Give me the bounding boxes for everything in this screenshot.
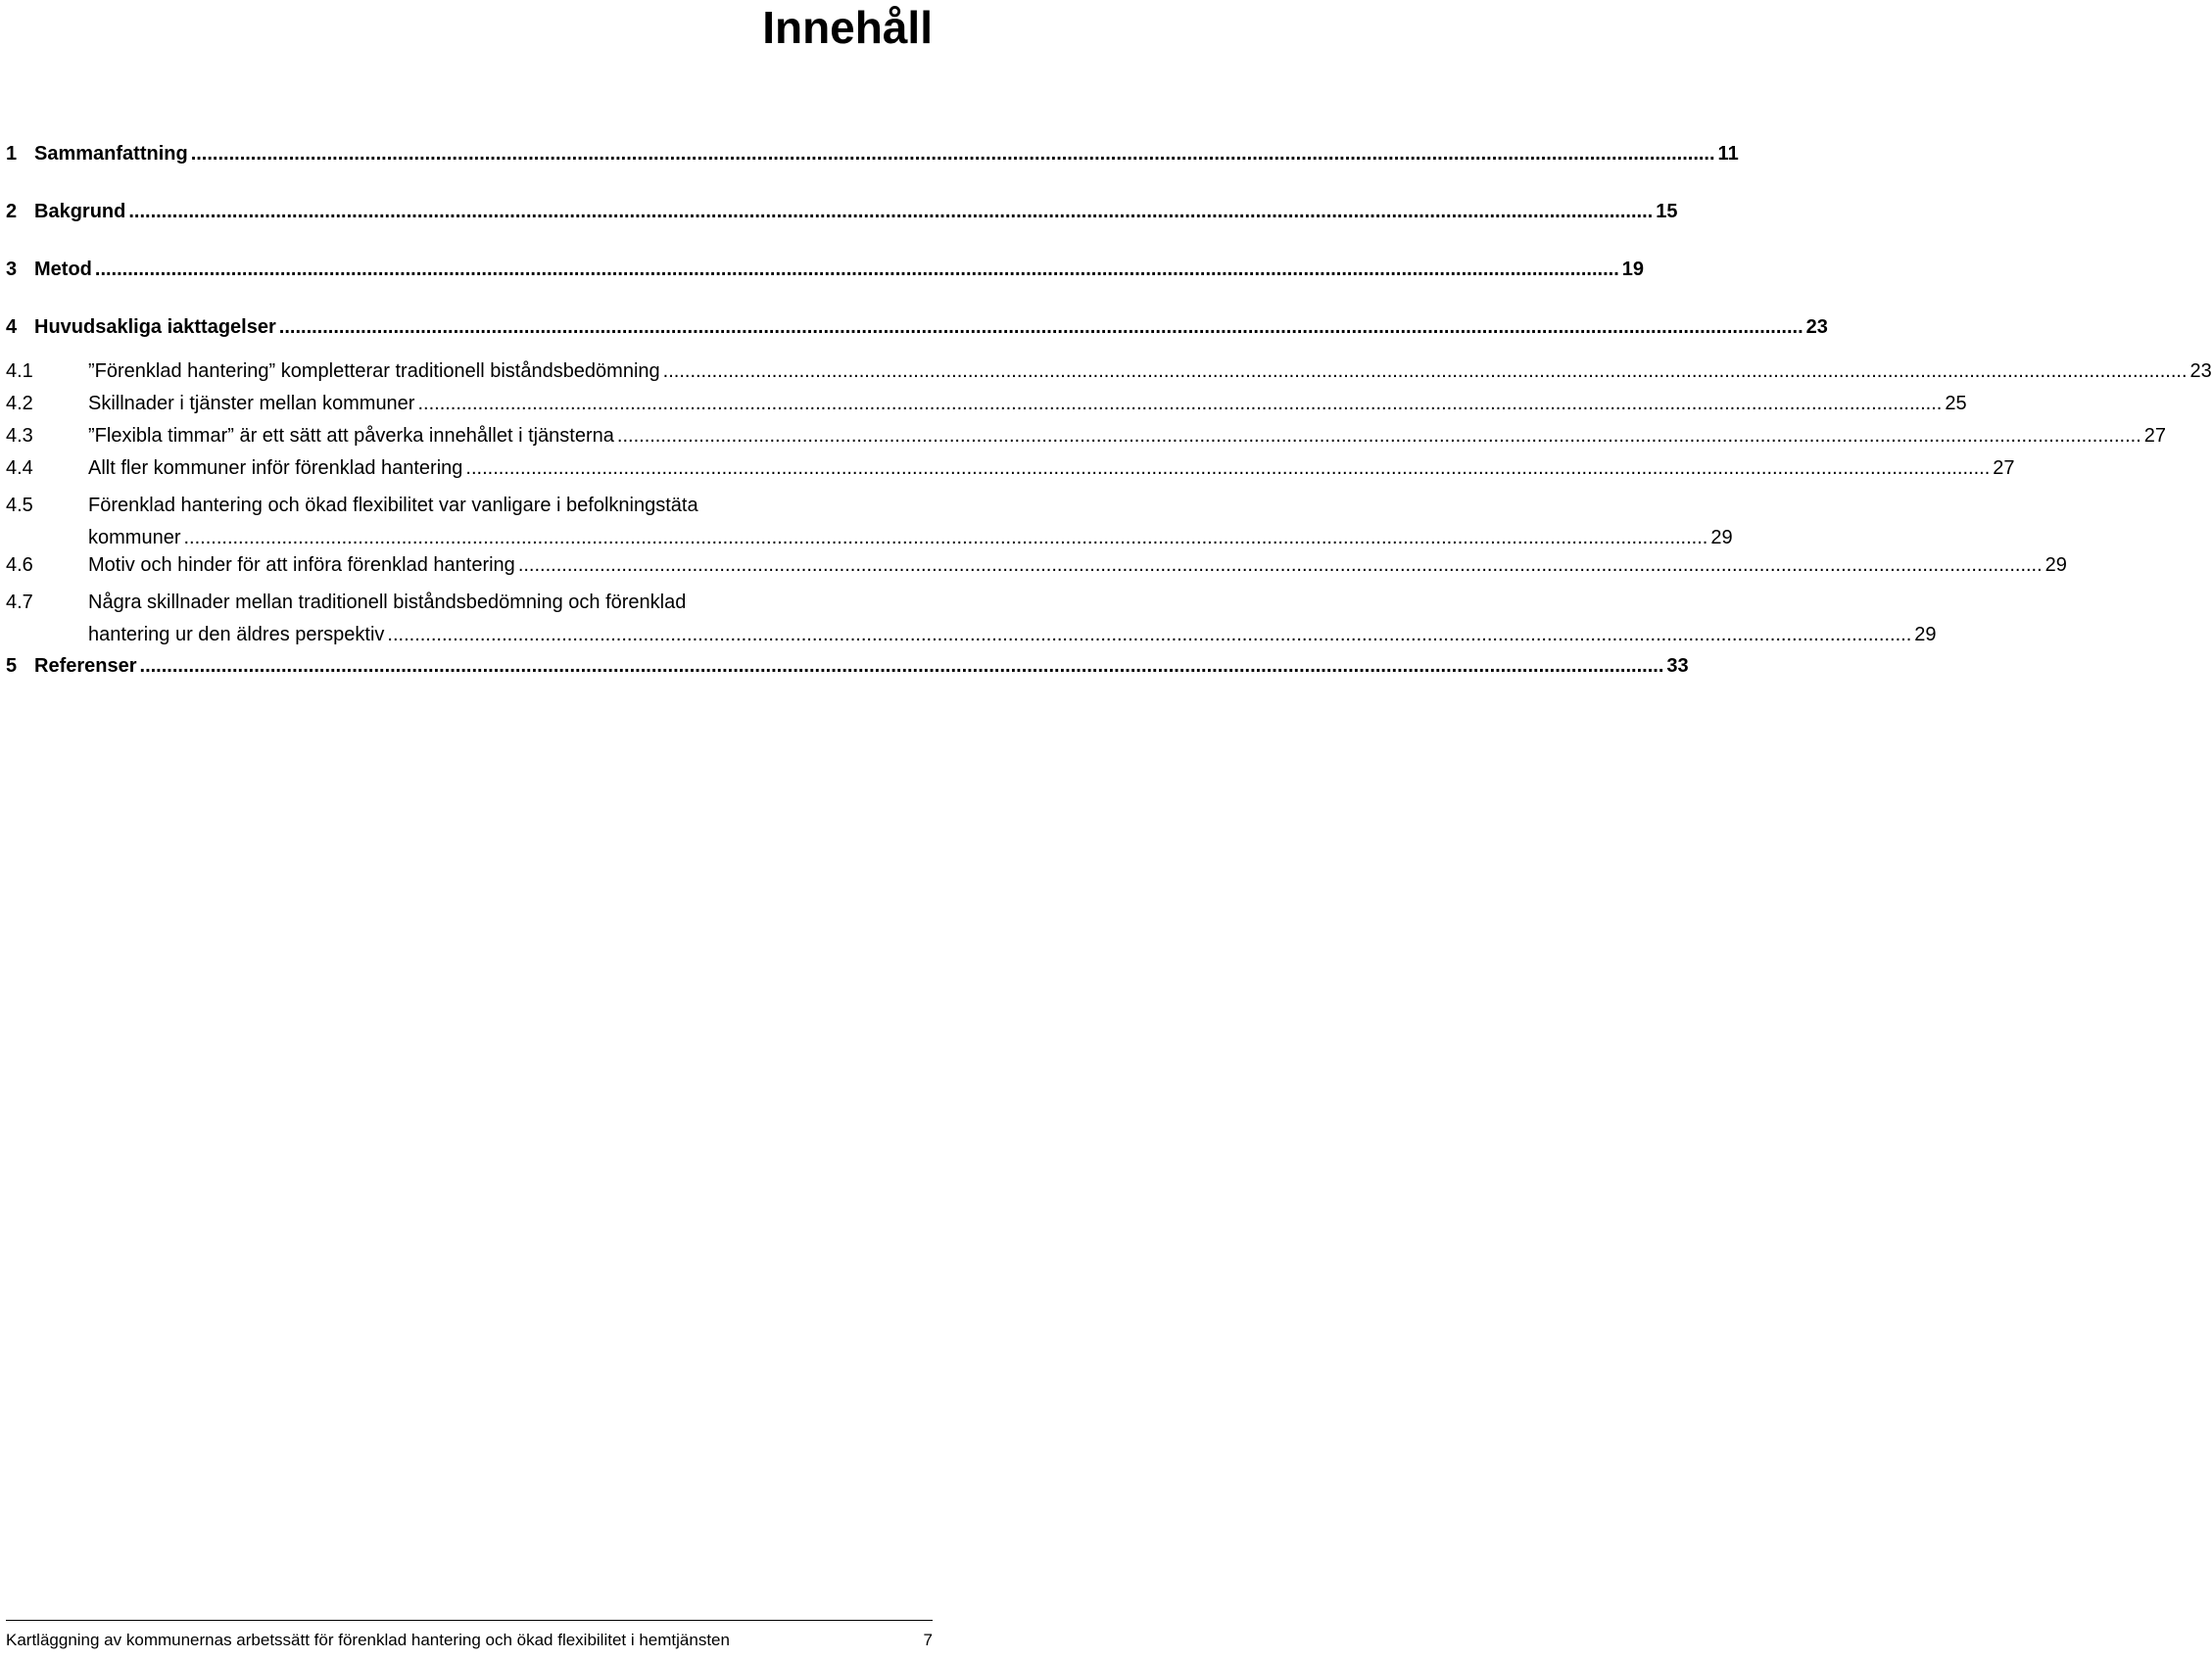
toc-label: ”Förenklad hantering” kompletterar traditionell biståndsbedömning	[88, 360, 660, 382]
toc-number: 4	[6, 316, 18, 338]
toc-leader	[95, 259, 1619, 281]
toc-label: Bakgrund	[34, 201, 126, 222]
toc-entry-4[interactable]	[6, 316, 1828, 360]
toc-entry-5[interactable]	[6, 655, 1689, 713]
toc-entry-4-3[interactable]	[6, 425, 2167, 457]
toc-page: 11	[1717, 143, 1739, 165]
toc-page: 29	[2044, 554, 2067, 576]
toc-entry-4-7[interactable]	[6, 587, 1937, 651]
toc-page: 23	[1805, 316, 1828, 338]
toc-label-line: hantering ur den äldres perspektiv	[88, 624, 385, 645]
toc-leader	[465, 457, 1990, 480]
toc-number: 4.3	[6, 425, 33, 447]
toc-number: 4.5	[6, 495, 33, 516]
toc-label: Allt fler kommuner inför förenklad hantering	[88, 457, 463, 479]
toc-leader	[518, 554, 2043, 577]
toc-leader	[387, 619, 1911, 651]
toc-page: 27	[1993, 457, 2015, 479]
toc-entry-4-2[interactable]	[6, 393, 1967, 425]
footer-text: Kartläggning av kommunernas arbetssätt för förenklad hantering och ökad flexibilitet i hemtjänsten	[6, 1631, 730, 1649]
toc-number: 4.4	[6, 457, 33, 479]
toc-entry-3[interactable]	[6, 259, 1644, 316]
toc-page: 29	[1710, 527, 1733, 548]
toc-entry-1[interactable]	[6, 143, 1739, 201]
toc-entry-2[interactable]	[6, 201, 1678, 259]
toc-number: 2	[6, 201, 18, 222]
toc-label: Metod	[34, 259, 92, 280]
toc-page: 15	[1656, 201, 1678, 222]
table-of-contents	[6, 143, 2212, 713]
toc-label-line: Några skillnader mellan traditionell biståndsbedömning och förenklad	[88, 592, 687, 613]
toc-number: 4.2	[6, 393, 33, 414]
toc-label: ”Flexibla timmar” är ett sätt att påverka innehållet i tjänsterna	[88, 425, 614, 447]
toc-leader	[140, 655, 1664, 678]
toc-leader	[128, 201, 1653, 223]
toc-entry-4-6[interactable]	[6, 554, 2067, 587]
toc-label: Huvudsakliga iakttagelser	[34, 316, 276, 338]
toc-entry-4-5[interactable]	[6, 490, 1733, 554]
toc-leader	[279, 316, 1803, 339]
toc-label-line: kommuner	[88, 527, 181, 548]
toc-leader	[183, 522, 1707, 554]
toc-leader	[417, 393, 1942, 415]
toc-number: 1	[6, 143, 18, 165]
toc-number: 5	[6, 655, 18, 677]
page-footer	[6, 1620, 933, 1650]
toc-page: 23	[2189, 360, 2212, 382]
toc-number: 4.6	[6, 554, 33, 576]
page-number: 7	[923, 1631, 933, 1649]
toc-page: 33	[1666, 655, 1689, 677]
toc-label: Referenser	[34, 655, 137, 677]
toc-page: 29	[1914, 624, 1937, 645]
toc-leader	[191, 143, 1715, 166]
toc-page: 27	[2143, 425, 2167, 447]
toc-page: 19	[1621, 259, 1644, 280]
page-title: Innehåll	[762, 2, 933, 53]
toc-leader	[617, 425, 2141, 448]
toc-number: 4.1	[6, 360, 33, 382]
toc-leader	[663, 360, 2188, 383]
toc-label: Sammanfattning	[34, 143, 188, 165]
toc-label-line: Förenklad hantering och ökad flexibilitet var vanligare i befolkningstäta	[88, 495, 698, 516]
toc-label: Skillnader i tjänster mellan kommuner	[88, 393, 415, 414]
toc-number: 4.7	[6, 592, 33, 613]
toc-number: 3	[6, 259, 18, 280]
toc-entry-4-1[interactable]	[6, 360, 2212, 393]
toc-label: Motiv och hinder för att införa förenklad hantering	[88, 554, 515, 576]
toc-entry-4-4[interactable]	[6, 457, 2015, 490]
toc-page: 25	[1945, 393, 1967, 414]
